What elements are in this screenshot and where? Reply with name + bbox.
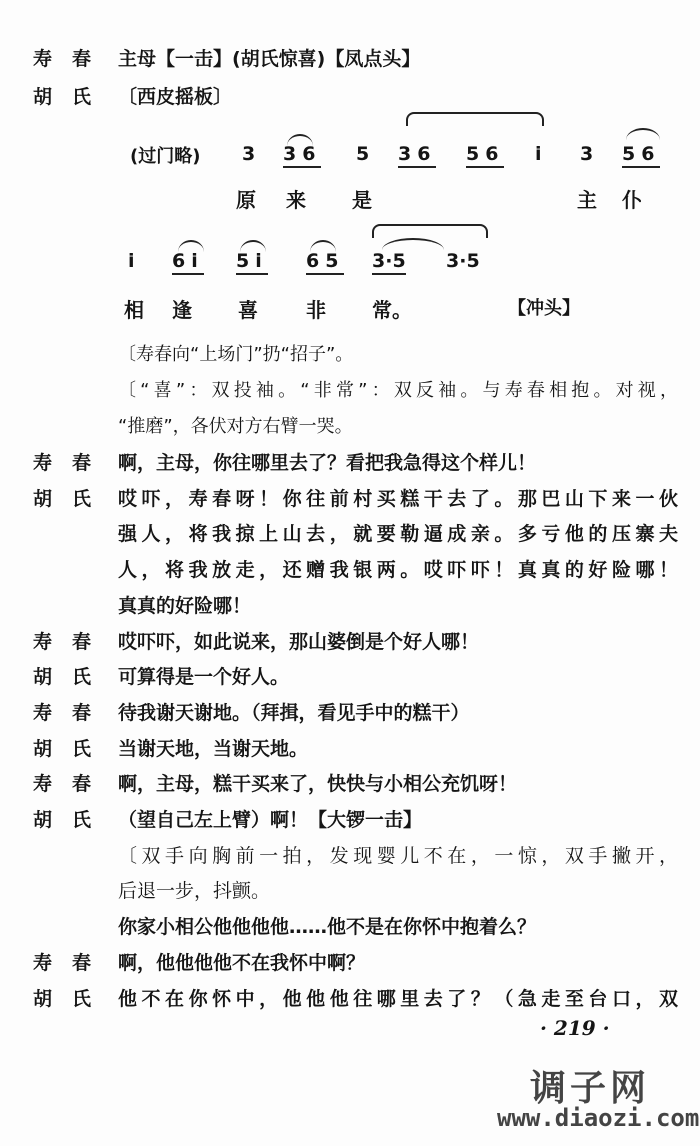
line-text: 哎吓吓，如此说来，那山婆倒是个好人哪！: [118, 630, 480, 653]
note: i: [128, 250, 135, 272]
line-text: 后退一步，抖颤。: [118, 880, 271, 903]
lyric: 非: [306, 298, 326, 322]
line-text: “推磨”，各伏对方右臂一哭。: [118, 416, 353, 437]
dialogue-line: [0, 446, 700, 480]
stage-direction: [0, 374, 700, 408]
line-text: 〔西皮摇板〕: [118, 86, 233, 108]
lyric: 相: [124, 298, 144, 322]
speaker: 胡氏: [33, 86, 112, 108]
speaker: 胡氏: [33, 487, 112, 510]
speaker: 胡氏: [33, 737, 112, 760]
dialogue-line: [0, 660, 700, 694]
lyric: 常。: [372, 298, 412, 322]
slur: [240, 240, 266, 252]
line-text: （望自己左上臂）啊！【大锣一击】: [118, 809, 423, 831]
line-text: 〔“喜”：双投袖。“非常”：双反袖。与寿春相抱。对视，: [118, 380, 678, 401]
line-text: 强人，将我掠上山去，就要勒逼成亲。多亏他的压寨夫: [118, 523, 678, 546]
speaker: 寿春: [33, 452, 112, 474]
lyric: 主: [577, 188, 597, 212]
note: 5i: [236, 250, 268, 275]
dialogue-line: [0, 696, 700, 730]
dialogue-line: [0, 517, 700, 551]
slur: [310, 240, 336, 252]
speaker: 寿春: [33, 773, 112, 796]
script-line: [0, 42, 700, 76]
percussion-cue: 【冲头】: [508, 298, 580, 319]
dialogue-line: [0, 482, 700, 516]
note: 5: [356, 143, 370, 165]
line-text: 可算得是一个好人。: [118, 666, 290, 689]
lyric: 是: [352, 188, 372, 212]
dialogue-line: [0, 946, 700, 980]
speaker: 胡氏: [33, 809, 112, 831]
note: 3·5: [372, 250, 406, 275]
speaker: 胡氏: [33, 987, 112, 1010]
watermark-logo: 调子网: [530, 1068, 651, 1109]
dialogue-line: [0, 625, 700, 659]
note: 3·5: [446, 250, 480, 272]
line-text: 当谢天地，当谢天地。: [118, 737, 309, 760]
note: 56: [622, 143, 660, 168]
speaker: 寿春: [33, 48, 112, 70]
dialogue-line: [0, 767, 700, 801]
lyric: 来: [286, 188, 306, 212]
stage-direction: [0, 338, 700, 372]
slur: [178, 240, 204, 252]
script-line: [0, 80, 700, 114]
note: 3: [242, 143, 256, 165]
line-text: 啊，主母，你往哪里去了？看把我急得这个样儿！: [118, 452, 537, 474]
slur: [287, 134, 313, 146]
line-text: 他不在你怀中，他他他往哪里去了？（急走至台口，双: [118, 987, 678, 1010]
line-text: 人，将我放走，还赠我银两。哎吓吓！真真的好险哪！: [118, 559, 678, 582]
dialogue-line: [0, 874, 700, 908]
line-text: 真真的好险哪！: [118, 594, 252, 617]
line-text: 啊，主母，糕干买来了，快快与小相公充饥呀！: [118, 773, 518, 796]
lyric: 仆: [622, 188, 642, 212]
dialogue-line: [0, 839, 700, 873]
slur: [382, 238, 444, 250]
dialogue-line: [0, 910, 700, 944]
watermark-url: www.diaozi.com: [497, 1104, 700, 1132]
line-text: 哎吓，寿春呀！你往前村买糕干去了。那巴山下来一伙: [118, 487, 678, 510]
note: 56: [466, 143, 504, 168]
prelude-label: (过门略): [130, 146, 201, 167]
note: i: [535, 143, 542, 165]
line-text: 待我谢天谢地。（拜揖，看见手中的糕干）: [118, 701, 470, 724]
speaker: 寿春: [33, 630, 112, 653]
slur: [626, 128, 660, 140]
lyric: 喜: [238, 298, 258, 322]
speaker: 胡氏: [33, 666, 112, 689]
line-text: 你家小相公他他他他……他不是在你怀中抱着么？: [118, 916, 537, 939]
dialogue-line: [0, 982, 700, 1016]
dialogue-line: [0, 732, 700, 766]
line-text: 〔寿春向“上场门”扔“招子”。: [118, 344, 354, 365]
slur: [372, 224, 488, 238]
note: 36: [283, 143, 321, 168]
note: 3: [580, 143, 594, 165]
speaker: 寿春: [33, 951, 112, 974]
line-text: 主母【一击】(胡氏惊喜)【凤点头】: [118, 48, 421, 70]
slur: [406, 112, 544, 126]
speaker: 寿春: [33, 701, 112, 724]
dialogue-line: [0, 553, 700, 587]
line-text: 〔双手向胸前一拍，发现婴儿不在，一惊，双手撇开，: [118, 844, 678, 867]
note: 65: [306, 250, 344, 275]
note: 36: [398, 143, 436, 168]
dialogue-line: [0, 589, 700, 623]
dialogue-line: [0, 803, 700, 837]
line-text: 啊，他他他他不在我怀中啊？: [118, 951, 366, 974]
stage-direction: [0, 410, 700, 444]
lyric: 原: [236, 188, 256, 212]
note: 6i: [172, 250, 204, 275]
page-number: · 219 ·: [540, 1016, 610, 1040]
lyric: 逢: [172, 298, 192, 322]
